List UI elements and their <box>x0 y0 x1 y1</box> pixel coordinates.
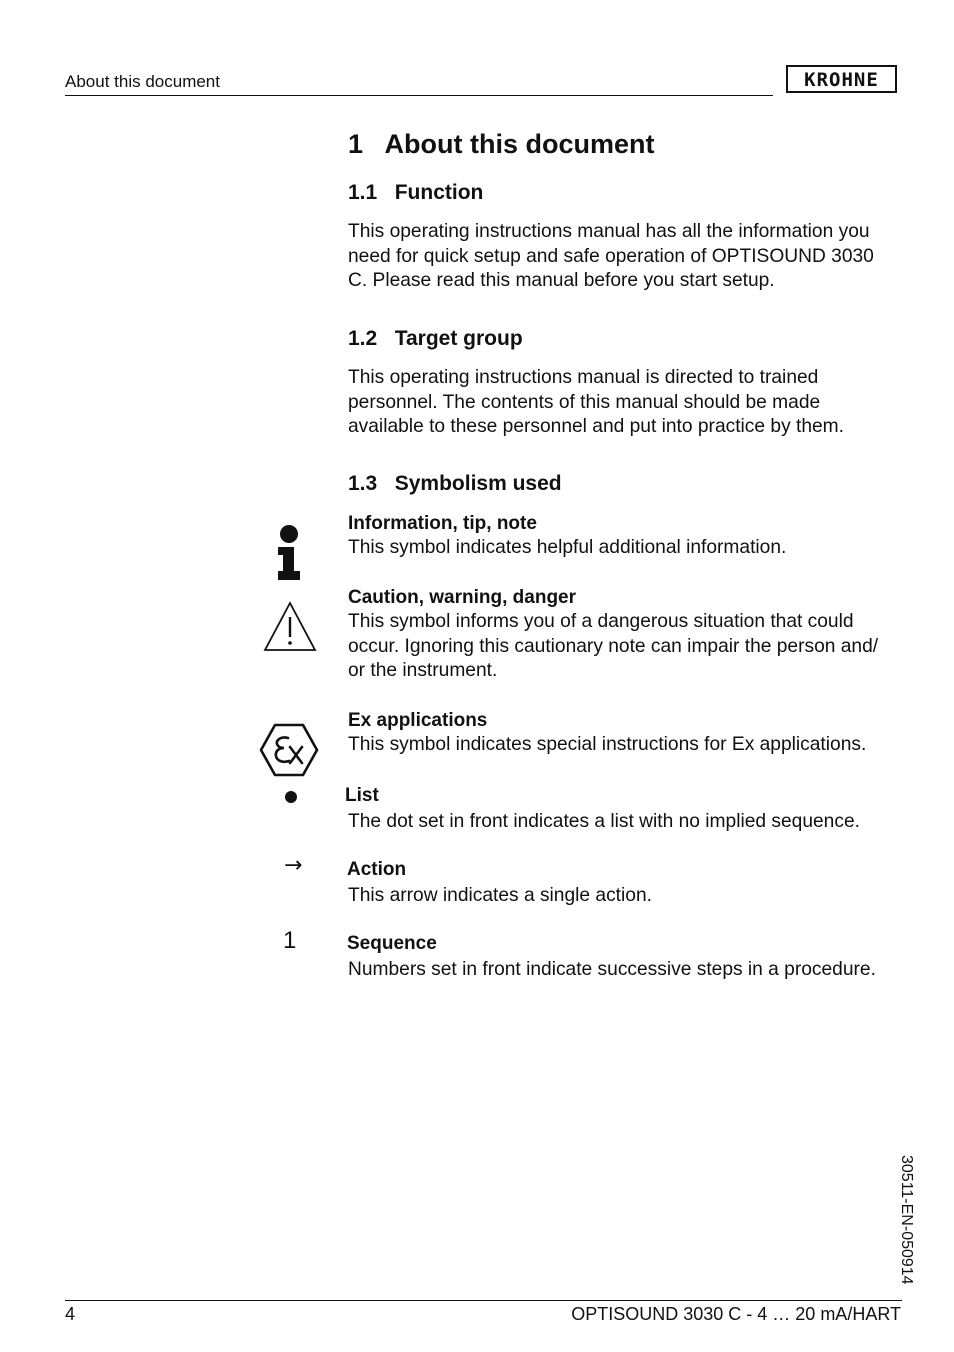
target-group-paragraph <box>348 366 908 440</box>
symbol-title: Action <box>347 859 407 880</box>
symbol-list <box>345 785 379 807</box>
krohne-logo <box>786 65 897 93</box>
chapter-heading <box>348 129 655 160</box>
symbol-info <box>348 513 908 561</box>
text-line: personnel. The contents of this manual should be made <box>348 391 821 413</box>
bullet-dot-icon <box>285 791 297 803</box>
section-number: 1.3 <box>348 472 378 495</box>
symbol-title: Caution, warning, danger <box>348 587 577 608</box>
chapter-title: About this document <box>384 129 655 159</box>
symbol-ex <box>348 710 908 758</box>
running-header: About this document <box>65 72 220 91</box>
text-line: This operating instructions manual is directed to trained <box>348 367 819 388</box>
section-heading-symbolism <box>348 472 562 496</box>
text-line: This operating instructions manual has all the information you <box>348 221 870 242</box>
function-paragraph <box>348 220 908 294</box>
section-title: Symbolism used <box>394 472 562 495</box>
text-line: C. Please read this manual before you start setup. <box>348 270 775 292</box>
text-line: This symbol informs you of a dangerous situation that could <box>348 611 854 632</box>
arrow-right-icon: → <box>284 853 303 878</box>
symbol-title: List <box>345 785 379 806</box>
product-name: OPTISOUND 3030 C - 4 … 20 mA/HART <box>571 1304 901 1324</box>
symbol-title: Information, tip, note <box>348 513 537 534</box>
text-line: need for quick setup and safe operation of OPTISOUND 3030 <box>348 245 874 267</box>
section-heading-function <box>348 181 483 205</box>
section-title: Target group <box>394 327 523 350</box>
symbol-title: Sequence <box>347 933 437 954</box>
page-number: 4 <box>65 1304 76 1324</box>
section-heading-target-group <box>348 327 523 351</box>
chapter-number: 1 <box>348 129 364 159</box>
header-rule <box>65 95 773 96</box>
section-title: Function <box>394 181 484 204</box>
text-line: occur. Ignoring this cautionary note can impair the person and/ <box>348 635 879 657</box>
document-number-text: 30511-EN-050914 <box>898 1155 915 1285</box>
logo-text: KROHNE <box>804 69 879 91</box>
symbol-description: This symbol indicates special instructions for Ex applications. <box>348 734 867 755</box>
section-number: 1.1 <box>348 181 378 204</box>
section-number: 1.2 <box>348 327 378 350</box>
number-one-icon: 1 <box>283 927 297 954</box>
symbol-sequence <box>347 933 437 955</box>
text-line: available to these personnel and put into practice by them. <box>348 416 844 438</box>
ex-hexagon-icon <box>259 723 319 777</box>
document-number <box>893 1155 917 1305</box>
footer-rule <box>65 1300 902 1301</box>
symbol-action <box>347 859 406 881</box>
symbol-title: Ex applications <box>348 710 488 731</box>
symbol-caution <box>348 587 908 684</box>
symbol-description: This symbol indicates helpful additional information. <box>348 537 787 558</box>
symbol-description: Numbers set in front indicate successive steps in a procedure. <box>348 959 876 980</box>
warning-triangle-icon <box>262 600 318 652</box>
symbol-description: This arrow indicates a single action. <box>348 885 652 906</box>
symbol-description: The dot set in front indicates a list with no implied sequence. <box>348 811 860 832</box>
text-line: or the instrument. <box>348 660 498 682</box>
info-icon <box>272 523 306 583</box>
